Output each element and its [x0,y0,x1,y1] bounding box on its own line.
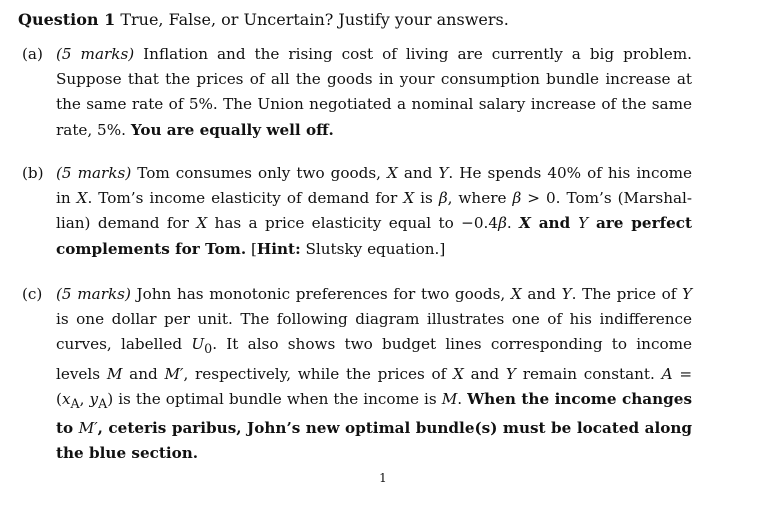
part-b-var-x: X [386,164,398,182]
part-c-var-x: X [510,285,522,303]
part-c-var-m: M [441,389,458,408]
part-b-var-beta: β [512,189,522,208]
question-heading [18,8,509,32]
part-c-var-y: Y [505,364,516,383]
part-c-statement-1: When the income changes to [56,389,693,438]
part-c-statement-2: , ceteris paribus, John’s new optimal bundle(s) must be located along the blue section. [56,419,693,463]
part-c-text-10: = ( [56,364,693,408]
part-b-text-6: , where [447,189,507,208]
question-number: Question 1 [18,10,116,29]
part-c-var-a: A [661,364,673,383]
part-b-var-beta: β [438,189,448,208]
part-b-statement-rest: are perfect complements for Tom. [56,214,693,258]
part-a-label: (a) [22,45,43,63]
part-c-text-7: , respectively, while the prices of [183,364,447,383]
part-b-text-9: . [506,214,512,233]
part-a-statement: You are equally well off. [130,120,334,139]
part-b-text-4: . Tom’s income elasticity of demand for [87,189,398,208]
part-c-var-xa: x [61,389,71,408]
part-a-marks: (5 marks) [56,45,135,63]
part-b-var-y: Y [578,214,589,233]
part-c-text-8: and [470,364,500,383]
part-b-statement-and: and [538,214,571,233]
part-c-text-13: . [457,389,463,408]
part-c-var-ya-sub: A [98,395,108,411]
part-a [22,42,692,143]
part-c-text-6: and [129,364,158,383]
part-c-var-xa-sub: A [70,395,80,411]
part-c-text-2: and [527,285,556,303]
part-b-var-x: X [519,214,531,233]
part-b-text-7: > 0. Tom’s (Marshal-lian) demand for [56,189,693,233]
part-b-hint-open: [ [250,239,257,258]
part-b [22,161,692,262]
part-c-text-9: remain constant. [522,364,655,383]
part-c-var-u0: U [191,335,205,354]
part-b-body [56,161,692,262]
part-b-var-x: X [76,189,88,208]
part-b-var-y: Y [438,164,449,182]
part-c-text-12: ) is the optimal bundle when the income is [107,389,437,408]
part-b-text-2: and [403,164,433,182]
part-c-label: (c) [22,285,43,303]
part-c-var-x: X [453,364,464,383]
part-c-var-m-prime: M′ [164,364,184,383]
part-c-var-y: Y [561,285,572,303]
part-b-var-x: X [196,214,208,233]
part-c [22,282,692,466]
part-c-var-ya: y [89,389,99,408]
part-b-text-1: Tom consumes only two goods, [137,164,381,182]
part-c-var-m: M [106,364,123,383]
part-b-marks: (5 marks) [56,164,132,182]
part-b-hint-label: Hint: [256,239,301,258]
part-b-text-3: . He spends 40% of his income in [56,164,692,208]
part-c-body [56,282,692,466]
part-c-text-11: , [79,389,85,408]
part-b-label: (b) [22,164,44,182]
question-instruction: True, False, or Uncertain? Justify your answers. [120,10,509,29]
part-c-text-4: is one dollar per unit. The following diagram illustrates one of his indifference curves, labelled [56,310,692,354]
part-c-var-y: Y [682,285,693,303]
part-c-text-5: . It also shows two budget lines corresponding to income levels [56,335,692,383]
part-a-text: Inflation and the rising cost of living are currently a big problem. Suppose that the prices of all the goods in your consumption bundle increase at the same rate of 5%. The Union negotiated a nominal salary increase of the same rate, 5%. [56,45,693,139]
part-a-body [56,42,692,143]
part-b-hint-text: Slutsky equation.] [305,239,446,258]
part-b-text-5: is [420,189,433,208]
part-b-var-x: X [403,189,415,208]
part-c-marks: (5 marks) [56,285,131,303]
part-b-text-8: has a price elasticity equal to −0.4 [214,214,499,233]
part-c-text-1: John has monotonic preferences for two goods, [136,285,506,303]
part-c-var-u0-sub: 0 [204,341,213,357]
part-c-var-m-prime: M′ [78,419,98,438]
part-c-text-3: . The price of [571,285,677,303]
part-b-var-beta: β [498,214,507,233]
page-number: 1 [379,471,387,485]
